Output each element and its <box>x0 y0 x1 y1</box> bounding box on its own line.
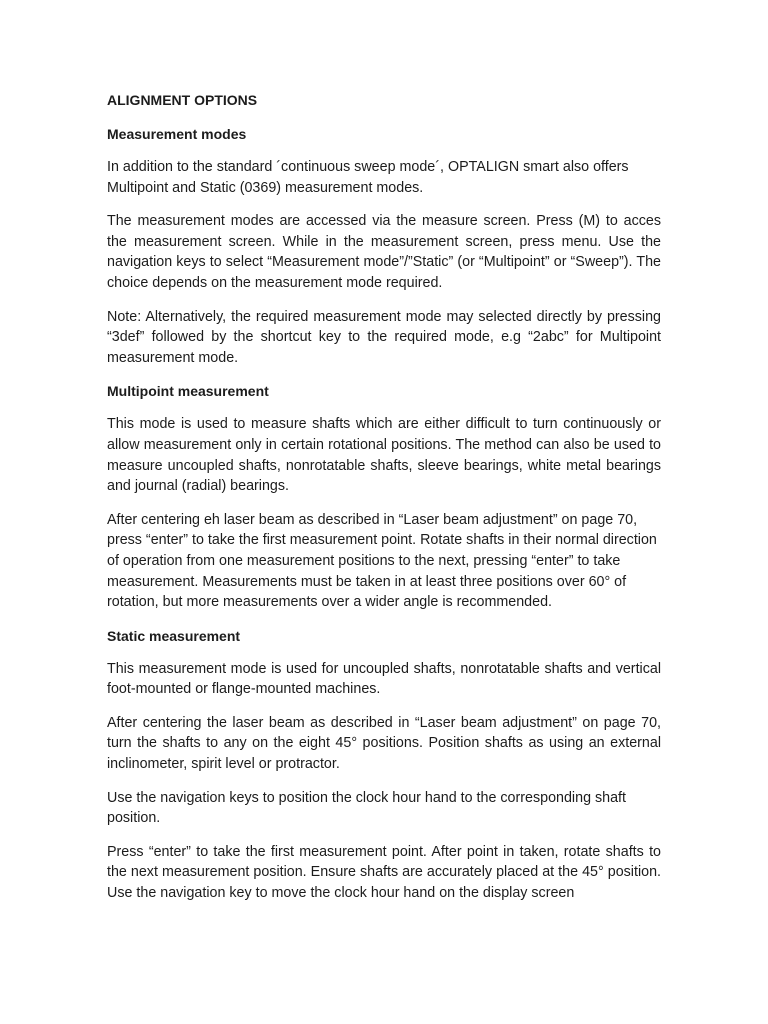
section-heading-multipoint-measurement: Multipoint measurement <box>107 383 269 400</box>
paragraph: In addition to the standard ´continuous sweep mode´, OPTALIGN smart also offers Multipoint and Static (0369) measurement modes. <box>107 159 629 196</box>
paragraph: This measurement mode is used for uncoupled shafts, nonrotatable shafts and vertical foot-mounted or flange-mounted machines. <box>107 660 661 698</box>
paragraph: Press “enter” to take the first measurement point. After point in taken, rotate shafts to the next measurement position. Ensure shafts are accurately placed at the 45° position. Use the navigation key to move the clock hour hand on the display screen <box>107 843 661 902</box>
document-page <box>107 90 661 917</box>
paragraph: This mode is used to measure shafts which are either difficult to turn continuously or allow measurement only in certain rotational positions. The method can also be used to measure uncoupled shafts, nonrotatable shafts, sleeve bearings, white metal bearings and journal (radial) bearings. <box>107 416 661 495</box>
section-heading-measurement-modes: Measurement modes <box>107 126 247 142</box>
paragraph: The measurement modes are accessed via the measure screen. Press (M) to acces the measurement screen. While in the measurement screen, press menu. Use the navigation keys to select “Measurement mode”/”Static” (or “Multipoint” or “Sweep”). The choice depends on the measurement mode required. <box>107 213 661 291</box>
paragraph: Use the navigation keys to position the clock hour hand to the corresponding shaft position. <box>107 789 626 827</box>
page-title: ALIGNMENT OPTIONS <box>107 92 258 108</box>
paragraph: Note: Alternatively, the required measurement mode may selected directly by pressing “3def” followed by the shortcut key to the required mode, e.g “2abc” for Multipoint measurement mode. <box>107 308 661 366</box>
section-heading-static-measurement: Static measurement <box>107 627 241 644</box>
paragraph: After centering eh laser beam as described in “Laser beam adjustment” on page 70, press “enter” to take the first measurement point. Rotate shafts in their normal direction of operation from one measurement positions to the next, pressing “enter” to take measurement. Measurements must be taken in at least three positions over 60° of rotation, but more measurements over a wider angle is recommended. <box>107 511 657 611</box>
paragraph: After centering the laser beam as described in “Laser beam adjustment” on page 70, turn the shafts to any on the eight 45° positions. Position shafts as using an external inclinometer, spirit level or protractor. <box>107 714 661 773</box>
